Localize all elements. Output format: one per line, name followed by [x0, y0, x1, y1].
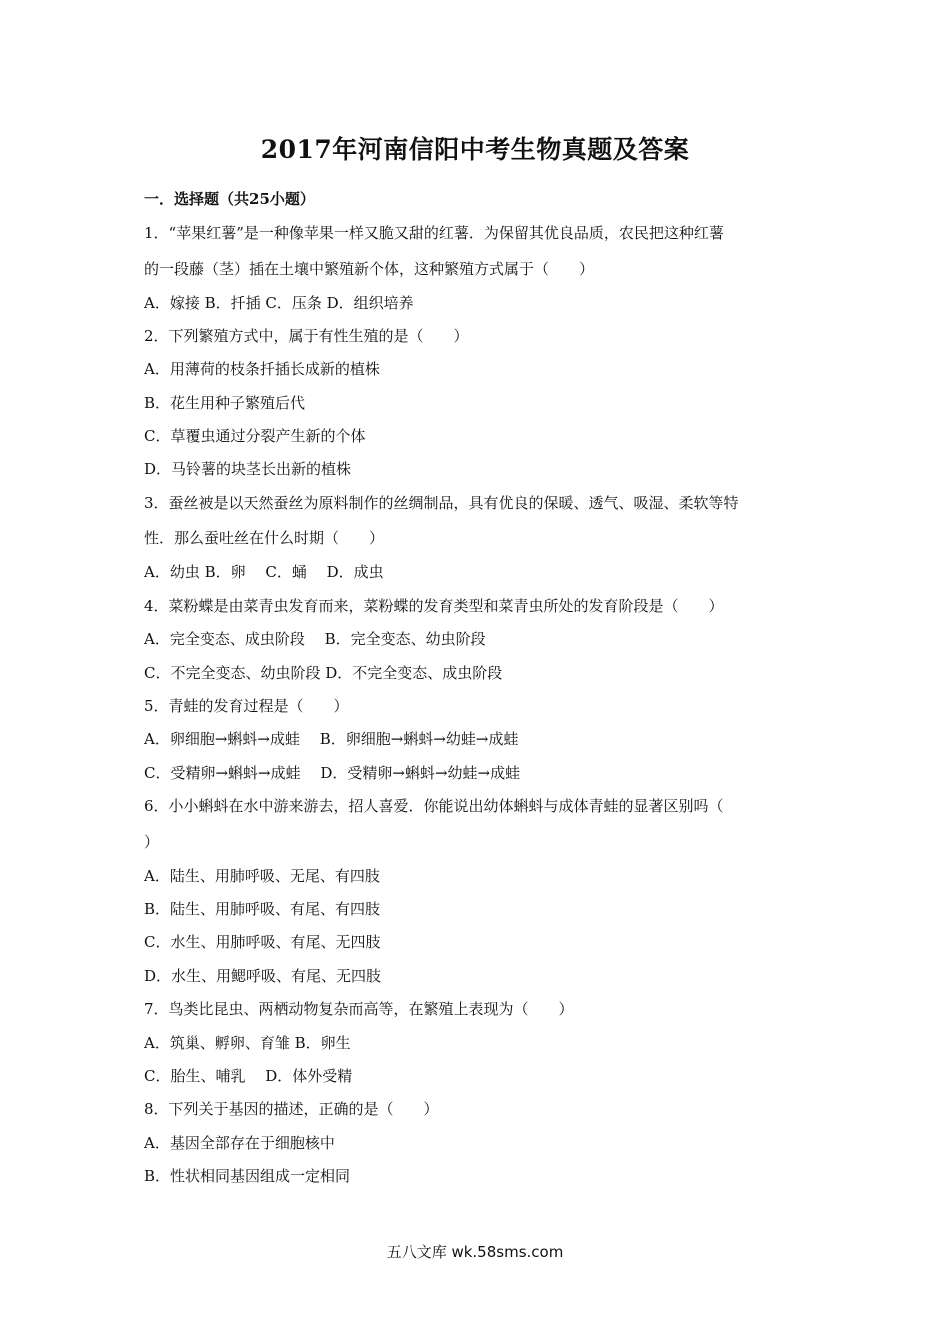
question-1-stem-line-2: 的一段藤（茎）插在土壤中繁殖新个体，这种繁殖方式属于（ ） [144, 259, 595, 278]
question-7-options-cd: C．胎生、哺乳 D．体外受精 [144, 1066, 353, 1085]
question-2-option-c: C．草覆虫通过分裂产生新的个体 [144, 427, 366, 446]
question-5-stem: 5．青蛙的发育过程是（ ） [144, 696, 349, 715]
question-3-stem-line-2: 性．那么蚕吐丝在什么时期（ ） [144, 529, 385, 548]
section-heading: 一．选择题（共25小题） [144, 190, 315, 208]
page-title: 2017年河南信阳中考生物真题及答案 [260, 135, 690, 164]
question-2-option-d: D．马铃薯的块茎长出新的植株 [144, 460, 352, 479]
question-1-options: A．嫁接 B．扦插 C．压条 D．组织培养 [144, 293, 414, 312]
footer-watermark-text: 五八文库 wk.58sms.com [386, 1243, 564, 1261]
question-6-option-c: C．水生、用肺呼吸、有尾、无四肢 [144, 933, 381, 952]
question-6-option-a: A．陆生、用肺呼吸、无尾、有四肢 [144, 866, 380, 885]
question-4-stem: 4．菜粉蝶是由菜青虫发育而来，菜粉蝶的发育类型和菜青虫所处的发育阶段是（ ） [144, 596, 724, 615]
question-3-options: A．幼虫 B．卵 C．蛹 D．成虫 [144, 563, 384, 582]
question-5-options-cd: C．受精卵→蝌蚪→成蛙 D．受精卵→蝌蚪→幼蛙→成蛙 [144, 763, 521, 782]
question-6-option-b: B．陆生、用肺呼吸、有尾、有四肢 [144, 899, 381, 918]
question-5-options-ab: A．卵细胞→蝌蚪→成蛙 B．卵细胞→蝌蚪→幼蛙→成蛙 [144, 730, 519, 749]
question-2-option-a: A．用薄荷的枝条扦插长成新的植株 [144, 360, 380, 379]
question-8-stem: 8．下列关于基因的描述，正确的是（ ） [144, 1100, 439, 1119]
question-6-stem-line-1: 6．小小蝌蚪在水中游来游去，招人喜爱．你能说出幼体蝌蚪与成体青蛙的显著区别吗（ [144, 797, 724, 816]
question-2-option-b: B．花生用种子繁殖后代 [144, 393, 306, 412]
question-7-stem: 7．鸟类比昆虫、两栖动物复杂而高等，在繁殖上表现为（ ） [144, 1000, 574, 1019]
question-7-options-ab: A．筑巢、孵卵、育雏 B．卵生 [144, 1033, 351, 1052]
question-content [144, 187, 814, 1197]
question-3-stem-line-1: 3．蚕丝被是以天然蚕丝为原料制作的丝绸制品，具有优良的保暖、透气、吸湿、柔软等特 [144, 493, 739, 512]
question-4-options-cd: C．不完全变态、幼虫阶段 D．不完全变态、成虫阶段 [144, 663, 503, 682]
question-1-stem-line-1: 1．“苹果红薯”是一种像苹果一样又脆又甜的红薯．为保留其优良品质，农民把这种红薯 [144, 224, 724, 242]
question-2-stem: 2．下列繁殖方式中，属于有性生殖的是（ ） [144, 326, 469, 345]
question-8-option-b: B．性状相同基因组成一定相同 [144, 1167, 351, 1186]
question-6-stem-line-2: ） [144, 832, 160, 851]
question-6-option-d: D．水生、用鳃呼吸、有尾、无四肢 [144, 966, 382, 985]
question-4-options-ab: A．完全变态、成虫阶段 B．完全变态、幼虫阶段 [144, 630, 486, 649]
question-8-option-a: A．基因全部存在于细胞核中 [144, 1133, 335, 1152]
